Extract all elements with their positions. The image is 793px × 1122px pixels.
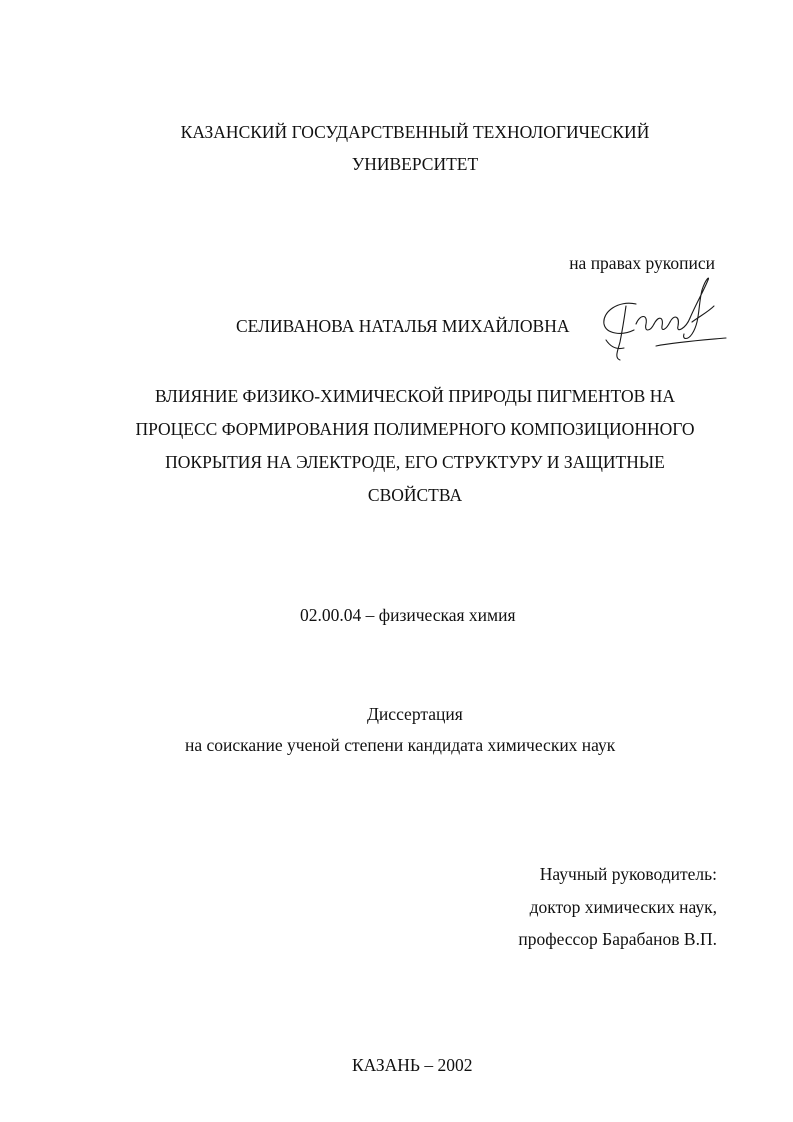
title-line: СВОЙСТВА [367,485,463,505]
university-name-line1: КАЗАНСКИЙ ГОСУДАРСТВЕННЫЙ ТЕХНОЛОГИЧЕСКИЙ [180,122,650,142]
dissertation-title [100,380,730,512]
title-line: ВЛИЯНИЕ ФИЗИКО-ХИМИЧЕСКОЙ ПРИРОДЫ ПИГМЕНТОВ НА [155,386,675,406]
city-year: КАЗАНЬ – 2002 [352,1055,473,1075]
title-line: ПОКРЫТИЯ НА ЭЛЕКТРОДЕ, ЕГО СТРУКТУРУ И ЗАЩИТНЫЕ [165,452,665,472]
advisor-degree: доктор химических наук, [529,897,717,917]
university-name-line2: УНИВЕРСИТЕТ [351,154,479,174]
degree-description: на соискание ученой степени кандидата химических наук [185,735,616,755]
signature-image [596,276,731,366]
specialty-code: 02.00.04 – физическая химия [300,605,516,625]
advisor-heading: Научный руководитель: [539,864,717,884]
rights-note: на правах рукописи [569,253,715,273]
author-name: СЕЛИВАНОВА НАТАЛЬЯ МИХАЙЛОВНА [236,316,570,336]
title-line: ПРОЦЕСС ФОРМИРОВАНИЯ ПОЛИМЕРНОГО КОМПОЗИЦИОННОГО [135,419,695,439]
dissertation-label: Диссертация [367,704,463,724]
advisor-name: профессор Барабанов В.П. [518,929,717,949]
